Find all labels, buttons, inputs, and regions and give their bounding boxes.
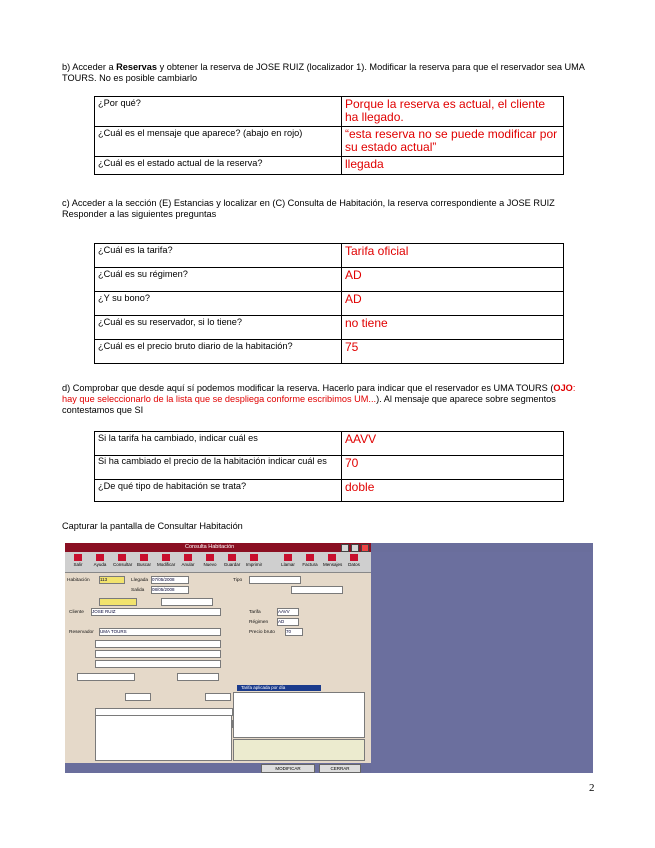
field-cliente: JOSE RUIZ (91, 608, 221, 616)
label-regimen: Régimen (249, 620, 269, 625)
question-cell: ¿Cuál es el precio bruto diario de la habitación? (95, 340, 342, 364)
tb-nuevo: Nuevo (201, 554, 219, 569)
field-tarifa: AAVV (277, 608, 299, 616)
field-salida: 08/05/2008 (151, 586, 189, 594)
tb-factura: Factura (301, 554, 319, 569)
section-b-post: y obtener la reserva de JOSE RUIZ (localizador 1). Modificar la reserva para que el reservador sea UMA TOURS. No es posible cambiarlo (62, 62, 585, 83)
tb-llamar: Llamar (279, 554, 297, 569)
question-cell: ¿Por qué? (95, 97, 342, 127)
question-cell: ¿Cuál es el mensaje que aparece? (abajo en rojo) (95, 127, 342, 157)
label-salida: Salida (131, 588, 145, 593)
question-cell: ¿Cuál es su reservador, si lo tiene? (95, 316, 342, 340)
label-llegada: Llegada (131, 578, 149, 583)
table-row (95, 316, 564, 340)
section-c-table (94, 243, 564, 364)
section-d-pre: d) Comprobar que desde aquí sí podemos modificar la reserva. Hacerlo para indicar que el reservador es UMA TOURS ( (62, 383, 554, 393)
field-extra-3 (95, 660, 221, 668)
section-d-table (94, 431, 564, 502)
table-row (95, 456, 564, 480)
field-tipo (249, 576, 301, 584)
exit-icon (74, 554, 82, 561)
search-icon (140, 554, 148, 561)
screenshot-titlebar (65, 543, 371, 552)
question-cell: ¿De qué tipo de habitación se trata? (95, 480, 342, 502)
close-icon (361, 544, 369, 552)
capture-caption: Capturar la pantalla de Consultar Habitación (62, 521, 243, 531)
observaciones-box (95, 715, 232, 761)
tariff-grid (233, 692, 365, 738)
section-b-bold: Reservas (116, 62, 158, 72)
tb-salir: Salir (69, 554, 87, 569)
tb-modificar: Modificar (157, 554, 175, 569)
table-row (95, 432, 564, 456)
label-habitacion: Habitación (67, 578, 90, 583)
answer-cell: no tiene (342, 316, 564, 340)
label-precio: Precio bruto (249, 630, 275, 635)
maximize-icon (351, 544, 359, 552)
notes-box (233, 739, 365, 761)
field-habitacion: 113 (99, 576, 125, 584)
answer-cell: AAVV (342, 432, 564, 456)
field-extra-2 (95, 650, 221, 658)
tb-consultar: Consultar (113, 554, 131, 569)
question-cell: ¿Cuál es su régimen? (95, 268, 342, 292)
table-row (95, 157, 564, 175)
tb-guardar: Guardar (223, 554, 241, 569)
embedded-screenshot (65, 543, 593, 773)
answer-cell: Tarifa oficial (342, 244, 564, 268)
label-reservador: Reservador (69, 630, 94, 635)
field-precio: 70 (285, 628, 303, 636)
section-c-line1: c) Acceder a la sección (E) Estancias y localizar en (C) Consulta de Habitación, la reserva correspondiente a JOSE RUIZ (62, 198, 555, 208)
answer-cell: 70 (342, 456, 564, 480)
screenshot-toolbar (65, 552, 371, 573)
new-icon (206, 554, 214, 561)
phone-icon (284, 554, 292, 561)
screenshot-title: Consulta Habitación (185, 544, 235, 550)
field-extra-4 (77, 673, 135, 681)
tb-anular: Anular (179, 554, 197, 569)
answer-cell: llegada (342, 157, 564, 175)
grid-title: Tarifa aplicada por día (237, 685, 321, 691)
label-tipo: Tipo (233, 578, 243, 583)
label-cliente: Cliente (69, 610, 84, 615)
question-cell: ¿Y su bono? (95, 292, 342, 316)
table-row (95, 244, 564, 268)
save-icon (228, 554, 236, 561)
edit-icon (162, 554, 170, 561)
tb-buscar: Buscar (135, 554, 153, 569)
page-number: 2 (589, 782, 595, 794)
screenshot-right-panel (371, 552, 593, 773)
section-b-table (94, 96, 564, 175)
tb-imprimir: Imprimir (245, 554, 263, 569)
field-llegada: 07/05/2008 (151, 576, 189, 584)
field-fecha-estado (291, 586, 343, 594)
field-yellow-row (99, 598, 137, 606)
print-icon (250, 554, 258, 561)
answer-cell: AD (342, 292, 564, 316)
answer-cell: doble (342, 480, 564, 502)
field-extra-7 (205, 693, 231, 701)
table-row (95, 480, 564, 502)
table-row (95, 127, 564, 157)
field-row3-b (161, 598, 213, 606)
invoice-icon (306, 554, 314, 561)
field-reservador: UMA TOURS (99, 628, 221, 636)
section-d-post: ). Al mensaje que aparece sobre segmentos contestamos que SI (62, 394, 556, 415)
question-cell: ¿Cuál es el estado actual de la reserva? (95, 157, 342, 175)
cancel-icon (184, 554, 192, 561)
section-b-instructions (62, 62, 592, 84)
section-b-pre: b) Acceder a (62, 62, 117, 72)
question-cell: Si ha cambiado el precio de la habitación indicar cuál es (95, 456, 342, 480)
data-icon (350, 554, 358, 561)
minimize-icon (341, 544, 349, 552)
answer-cell: 75 (342, 340, 564, 364)
section-d-instructions (62, 383, 592, 416)
question-cell: ¿Cuál es la tarifa? (95, 244, 342, 268)
answer-cell: AD (342, 268, 564, 292)
table-row (95, 292, 564, 316)
table-row (95, 97, 564, 127)
tb-ayuda: Ayuda (91, 554, 109, 569)
answer-cell: “esta reserva no se puede modificar por su estado actual” (342, 127, 564, 157)
answer-cell: Porque la reserva es actual, el cliente ha llegado. (342, 97, 564, 127)
question-cell: Si la tarifa ha cambiado, indicar cuál es (95, 432, 342, 456)
section-d-red: : hay que seleccionarlo de la lista que se despliega conforme escribimos UM... (62, 383, 576, 404)
section-c-line2: Responder a las siguientes preguntas (62, 209, 217, 219)
field-extra-5 (177, 673, 219, 681)
section-d-ojo: OJO (553, 383, 573, 393)
help-icon (96, 554, 104, 561)
field-extra-6 (125, 693, 151, 701)
section-c-instructions (62, 198, 592, 220)
cerrar-button: CERRAR (319, 764, 361, 773)
message-icon (328, 554, 336, 561)
label-tarifa: Tarifa (249, 610, 261, 615)
tb-mensajes: Mensajes (323, 554, 341, 569)
tb-datos: Datos (345, 554, 363, 569)
field-regimen: AD (277, 618, 299, 626)
table-row (95, 268, 564, 292)
table-row (95, 340, 564, 364)
field-extra-1 (95, 640, 221, 648)
query-icon (118, 554, 126, 561)
modificar-button: MODIFICAR (261, 764, 315, 773)
